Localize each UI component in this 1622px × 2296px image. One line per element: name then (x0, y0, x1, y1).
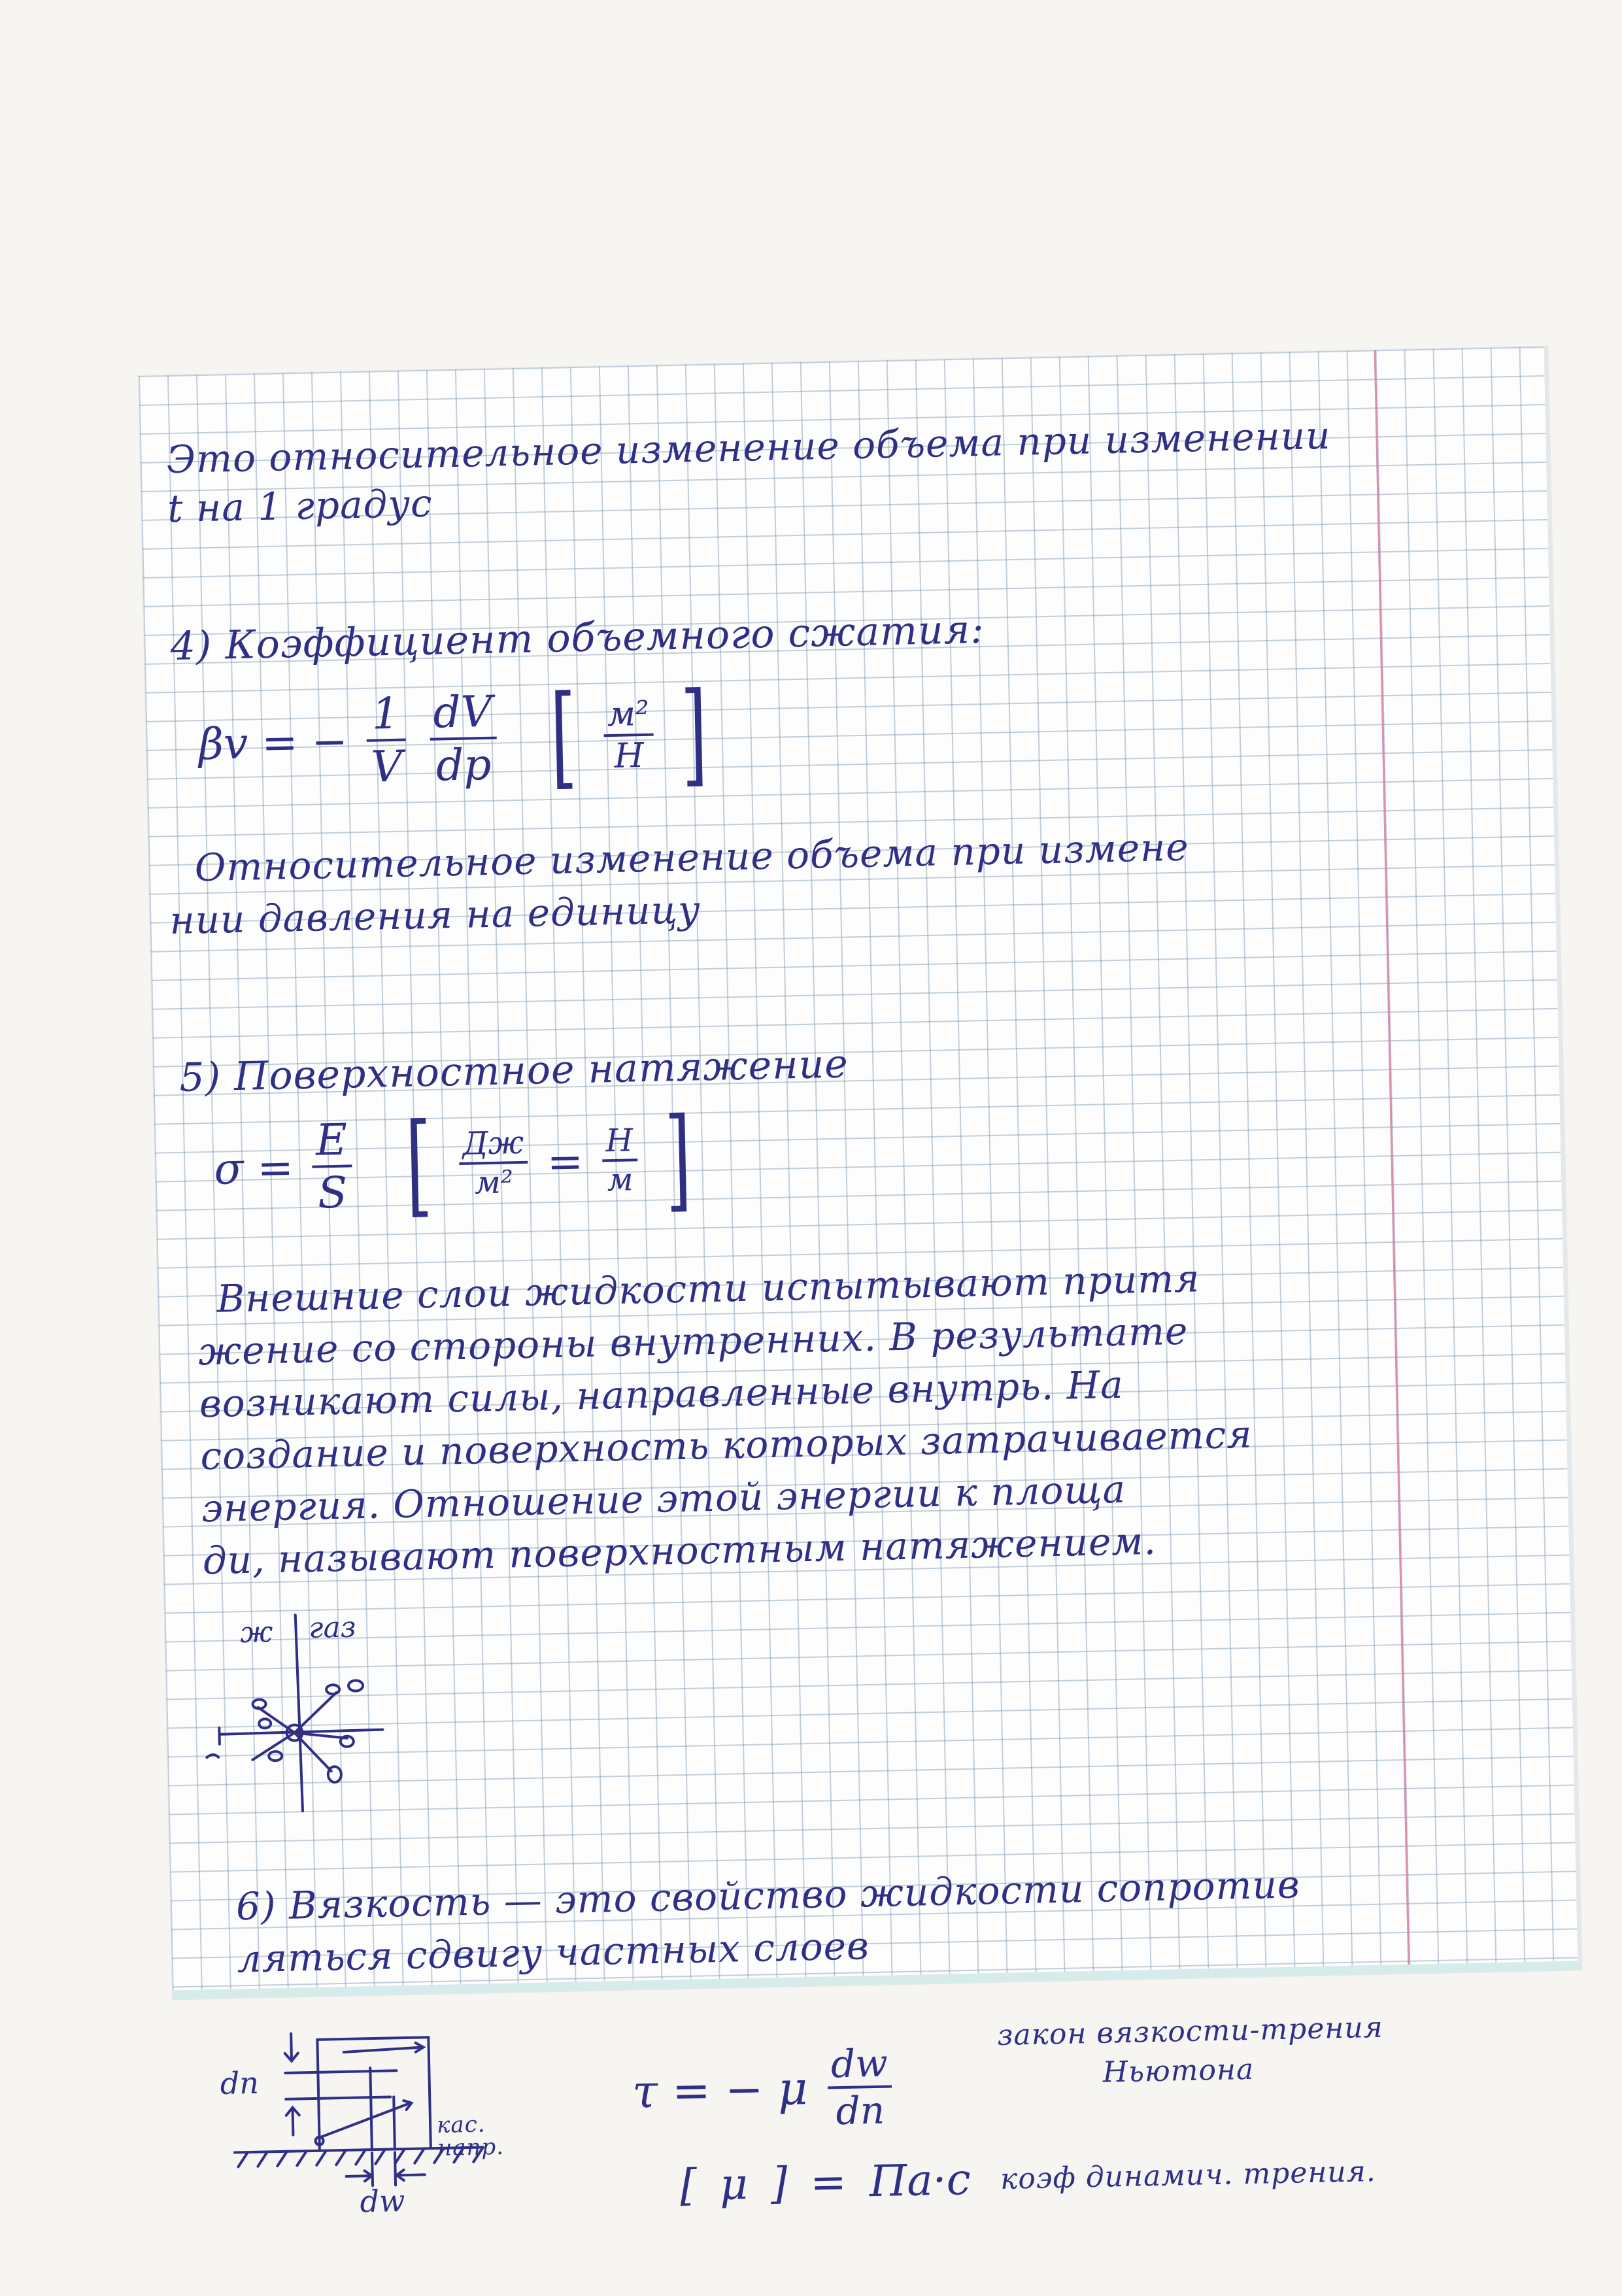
formula-surface-tension: σ = $\frac{E}{S}$ [ $\frac{Дж}{\text{м²}}$ = $\frac{Н}{м}$ ] (213, 1094, 692, 1230)
label-liquid: ж (239, 1615, 273, 1650)
section-5-line-4: создание и поверхность которых затрачивается (199, 1411, 1253, 1479)
label-napr: напр. (437, 2133, 505, 2162)
label-dw: dw (359, 2183, 405, 2220)
notebook-sheet (139, 346, 1582, 2220)
section-5-heading: 5) Поверхностное натяжение (178, 1041, 849, 1101)
section-6-line-1: 6) Вязкость — это свойство жидкости сопротив (235, 1862, 1301, 1929)
coef-label: коэф динамич. трения. (1000, 2154, 1377, 2196)
fraction-e-over-s: $\frac{E}{S}$ (311, 1114, 352, 1218)
formula-lhs: βv (198, 718, 249, 769)
margin-line (1374, 350, 1410, 1965)
intro-line-1: Это относительное изменение объема при изменении (165, 413, 1332, 482)
section-5-line-2: жение со стороны внутренних. В результате (197, 1308, 1189, 1374)
section-5-line-3: возникают силы, направленные внутрь. На (199, 1362, 1124, 1427)
unit-n-per-m: $\frac{Н}{м}$ (601, 1122, 638, 1198)
fraction-dv-dp: $\frac{dV}{dp}$ (429, 686, 498, 791)
unit-j-per-m2: $\frac{Дж}{\text{м²}}$ (458, 1124, 529, 1202)
intro-line-2: t на 1 градус (167, 481, 433, 532)
law-label-1: закон вязкости-трения (996, 2010, 1384, 2053)
law-label-2: Ньютона (1102, 2052, 1255, 2089)
label-dn: dn (220, 2065, 260, 2101)
section-5-line-6: ди, называют поверхностным натяжением. (202, 1518, 1157, 1583)
formula-newton-viscosity: τ = − μ $\frac{dw}{dn}$ (632, 2040, 898, 2137)
unit-fraction: $\frac{\text{м²}}{Н}$ (603, 694, 654, 777)
mu-unit-line: [ μ ] = Па·с (679, 2153, 972, 2210)
formula-sign: − (311, 715, 348, 768)
section-5-line-1: Внешние слои жидкости испытывают притя (216, 1256, 1201, 1321)
fraction-1-over-v: $\frac{1}{V}$ (365, 688, 407, 792)
section-5-line-5: энергия. Отношение этой энергии к площа (201, 1466, 1126, 1531)
section-4-heading: 4) Коэффициент объемного сжатия: (169, 607, 985, 670)
section-4-text-2: нии давления на единицу (169, 887, 701, 943)
label-kas: кас. (436, 2111, 486, 2139)
section-4-text-1: Относительное изменение объема при измене (194, 824, 1190, 890)
formula-compressibility: βv = − $\frac{1}{V}$ $\frac{dV}{dp}$ [ $\frac{\text{м²}}{Н}$ ] (198, 668, 709, 802)
formula-eq: = (261, 717, 299, 768)
molecule-sketch (203, 1599, 443, 1819)
fraction-dw-dn: $\frac{dw}{dn}$ (826, 2040, 893, 2133)
shear-sketch (219, 2015, 563, 2225)
label-gas: газ (308, 1610, 357, 1645)
section-6-line-2: ляться сдвигу частных слоев (237, 1923, 870, 1982)
